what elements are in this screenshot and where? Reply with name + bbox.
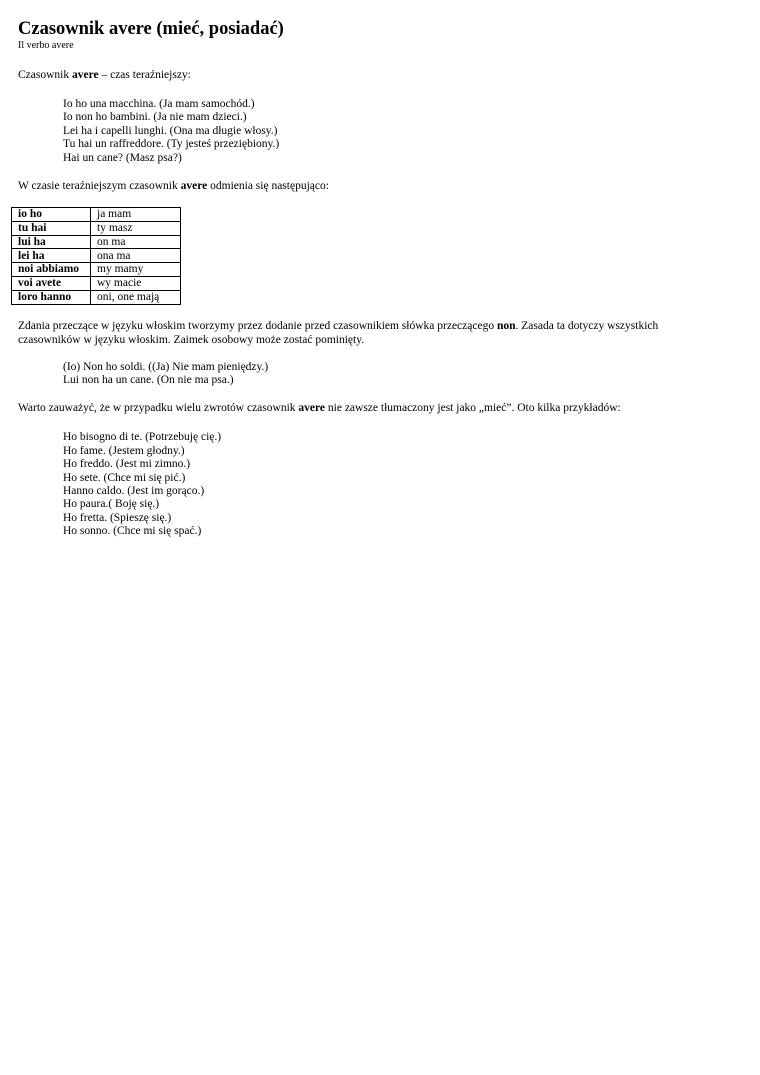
intro-verb: avere <box>71 69 99 81</box>
polish-form: ona ma <box>91 249 181 263</box>
table-row <box>12 290 181 304</box>
table-row <box>12 208 181 222</box>
intro-text-after: – czas teraźniejszy: <box>98 69 191 81</box>
table-row <box>12 249 181 263</box>
example-item: Lui non ha un cane. (On nie ma psa.) <box>63 374 234 387</box>
conjugation-intro <box>18 179 718 193</box>
example-item: Ho freddo. (Jest mi zimno.) <box>63 458 191 471</box>
italian-form: voi avete <box>12 277 91 291</box>
negation-text-before: Zdania przeczące w języku włoskim tworzymy przez dodanie przed czasownikiem słówka przeczącego <box>18 319 497 332</box>
italian-form: loro hanno <box>12 290 91 304</box>
example-item: (Io) Non ho soldi. ((Ja) Nie mam pieniędzy.) <box>63 360 269 373</box>
intro-paragraph <box>18 68 718 82</box>
italian-form: lei ha <box>12 249 91 263</box>
example-item: Ho paura.( Boję się.) <box>63 498 160 511</box>
table-row <box>12 277 181 291</box>
page-title: Czasownik avere (mieć, posiadać) <box>18 19 284 39</box>
negation-word: non <box>496 319 516 332</box>
conjugation-table <box>11 207 181 305</box>
polish-form: my mamy <box>91 263 181 277</box>
example-item: Ho sete. (Chce mi się pić.) <box>63 471 186 484</box>
conjugation-intro-after: odmienia się następująco: <box>207 180 329 193</box>
note-text-after: nie zawsze tłumaczony jest jako „mieć”. Oto kilka przykładów: <box>325 402 621 415</box>
page-subtitle: Il verbo avere <box>18 40 74 51</box>
polish-form: ty masz <box>91 221 181 235</box>
example-item: Hanno caldo. (Jest im gorąco.) <box>63 485 205 498</box>
negation-text-after: . Zasada ta dotyczy wszystkich czasowników w języku włoskim. Zaimek osobowy może zostać pominięty. <box>18 319 659 346</box>
conjugation-intro-before: W czasie teraźniejszym czasownik <box>18 180 181 193</box>
negation-paragraph <box>18 319 668 347</box>
example-item: Io ho una macchina. (Ja mam samochód.) <box>63 98 255 110</box>
example-item: Ho sonno. (Chce mi się spać.) <box>63 525 202 538</box>
table-row <box>12 221 181 235</box>
table-row <box>12 263 181 277</box>
polish-form: wy macie <box>91 277 181 291</box>
examples-list-1 <box>63 98 718 165</box>
examples-list-2 <box>63 361 718 388</box>
table-row <box>12 235 181 249</box>
example-item: Ho fretta. (Spieszę się.) <box>63 511 172 524</box>
example-item: Ho fame. (Jestem głodny.) <box>63 444 185 457</box>
note-text-before: Warto zauważyć, że w przypadku wielu zwrotów czasownik <box>18 402 299 415</box>
example-item: Ho bisogno di te. (Potrzebuję cię.) <box>63 431 222 444</box>
example-item: Io non ho bambini. (Ja nie mam dzieci.) <box>63 111 247 124</box>
polish-form: ja mam <box>91 208 181 222</box>
italian-form: tu hai <box>12 221 91 235</box>
italian-form: lui ha <box>12 235 91 249</box>
examples-list-3 <box>63 431 718 538</box>
example-item: Hai un cane? (Masz psa?) <box>63 151 182 164</box>
italian-form: io ho <box>12 208 91 222</box>
example-item: Tu hai un raffreddore. (Ty jesteś przeziębiony.) <box>63 138 280 151</box>
document-page <box>18 18 718 539</box>
note-paragraph <box>18 401 718 415</box>
polish-form: on ma <box>91 235 181 249</box>
note-verb: avere <box>298 402 326 415</box>
polish-form: oni, one mają <box>91 290 181 304</box>
example-item: Lei ha i capelli lunghi. (Ona ma długie włosy.) <box>63 124 278 137</box>
intro-text-before: Czasownik <box>18 69 72 81</box>
italian-form: noi abbiamo <box>12 263 91 277</box>
conjugation-intro-verb: avere <box>180 180 208 193</box>
